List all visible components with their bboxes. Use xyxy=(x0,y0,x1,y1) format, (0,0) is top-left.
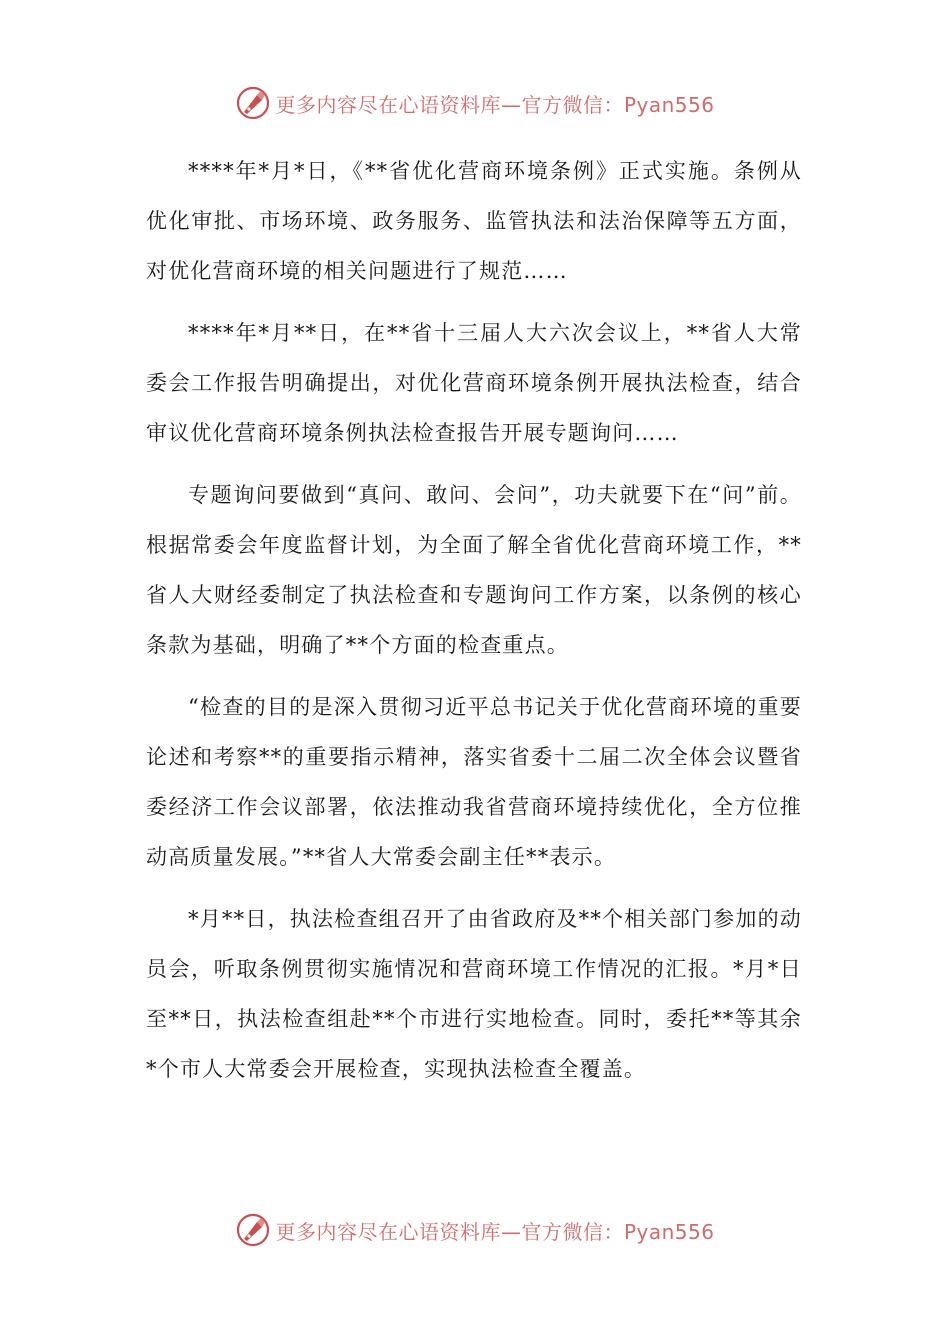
footer-watermark xyxy=(0,1210,950,1250)
article-body xyxy=(146,146,802,1106)
paragraph-3: 专题询问要做到“真问、敢问、会问”，功夫就要下在“问”前。根据常委会年度监督计划，为全面了解全省优化营商环境工作，**省人大财经委制定了执法检查和专题询问工作方案，以条例的核心条款为基础，明确了**个方面的检查重点。 xyxy=(146,483,802,657)
paragraph-1: ****年*月*日，《**省优化营商环境条例》正式实施。条例从优化审批、市场环境、政务服务、监管执法和法治保障等五方面，对优化营商环境的相关问题进行了规范…… xyxy=(146,159,802,283)
watermark-text: 更多内容尽在心语资料库—官方微信：Pyan556 xyxy=(275,92,715,117)
paragraph-5: *月**日，执法检查组召开了由省政府及**个相关部门参加的动员会，听取条例贯彻实施情况和营商环境工作情况的汇报。*月*日至**日，执法检查组赴**个市进行实地检查。同时，委托**等其余*个市人大常委会开展检查，实现执法检查全覆盖。 xyxy=(146,907,802,1081)
pen-nib-icon xyxy=(235,85,271,121)
watermark-text: 更多内容尽在心语资料库—官方微信：Pyan556 xyxy=(275,1219,715,1244)
header-watermark xyxy=(0,83,950,123)
paragraph-2: ****年*月**日，在**省十三届人大六次会议上，**省人大常委会工作报告明确提出，对优化营商环境条例开展执法检查，结合审议优化营商环境条例执法检查报告开展专题询问…… xyxy=(146,321,802,445)
paragraph-4: “检查的目的是深入贯彻习近平总书记关于优化营商环境的重要论述和考察**的重要指示精神，落实省委十二届二次全体会议暨省委经济工作会议部署，依法推动我省营商环境持续优化，全方位推动高质量发展。”**省人大常委会副主任**表示。 xyxy=(146,695,802,869)
pen-nib-icon xyxy=(235,1212,271,1248)
